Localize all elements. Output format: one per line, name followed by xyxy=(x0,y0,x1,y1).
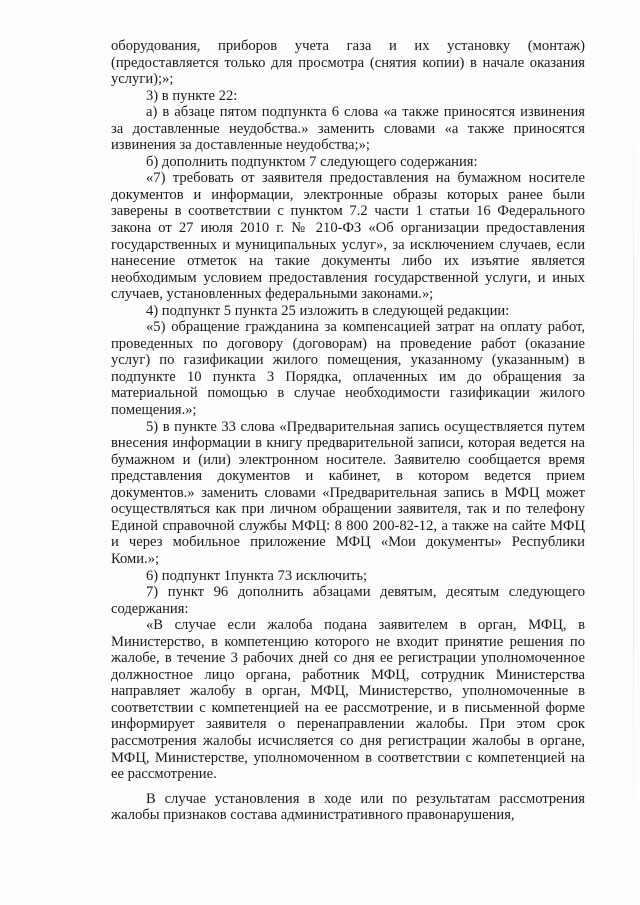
scan-edge-shadow xyxy=(633,0,634,905)
document-body xyxy=(111,38,585,824)
paragraph-item-3a: а) в абзаце пятом подпункта 6 слова «а также приносятся извинения за доставленные неудобства.» заменить словами «а также приносятся извинения за доставленные неудобства;»; xyxy=(111,104,585,154)
paragraph-item-7: 7) пункт 96 дополнить абзацами девятым, десятым следующего содержания: xyxy=(111,584,585,617)
paragraph-complaint-redirect: «В случае если жалоба подана заявителем в орган, МФЦ, в Министерство, в компетенцию которого не входит принятие решения по жалобе, в течение 3 рабочих дней со дня ее регистрации уполномоченное должностное лицо органа, работник МФЦ, сотрудник Министерства направляет жалобу в орган, МФЦ, Министерство, уполномоченные в соответствии с компетенцией на ее рассмотрение, и в письменной форме информирует заявителя о перенаправлении жалобы. При этом срок рассмотрения жалобы исчисляется со дня регистрации жалобы в органе, МФЦ, Министерстве, уполномоченном в соответствии с компетенцией на ее рассмотрение. xyxy=(111,617,585,783)
paragraph-subpoint-5: «5) обращение гражданина за компенсацией затрат на оплату работ, проведенных по договору (договорам) на проведение работ (оказание услуг) по газификации жилого помещения, указанному (указанным) в подпункте 10 пункта 3 Порядка, оплаченных им до обращения за материальной помощью в случае необходимости газификации жилого помещения.»; xyxy=(111,319,585,419)
paragraph-item-3: 3) в пункте 22: xyxy=(146,87,238,104)
paragraph-item-4: 4) подпункт 5 пункта 25 изложить в следующей редакции: xyxy=(146,302,510,319)
paragraph-item-5: 5) в пункте 33 слова «Предварительная запись осуществляется путем внесения информации в книгу предварительной записи, которая ведется на бумажном и (или) электронном носителе. Заявителю сообщается время представления документов и кабинет, в котором ведется прием документов.» заменить словами «Предварительная запись в МФЦ может осуществляться как при личном обращении заявителя, так и по телефону Единой справочной службы МФЦ: 8 800 200-82-12, а также на сайте МФЦ и через мобильное приложение МФЦ «Мои документы» Республики Коми.»; xyxy=(111,418,585,567)
paragraph-equipment-end: оборудования, приборов учета газа и их установку (монтаж) (предоставляется только для просмотра (снятия копии) в начале оказания услуги);»; xyxy=(111,38,585,88)
paragraph-subpoint-7: «7) требовать от заявителя предоставления на бумажном носителе документов и информации, электронные образы которых ранее были заверены в соответствии с пунктом 7.2 части 1 статьи 16 Федерального закона от 27 июля 2010 г. № 210-ФЗ «Об организации предоставления государственных и муниципальных услуг», за исключением случаев, если нанесение отметок на такие документы либо их изъятие является необходимым условием предоставления государственной услуги, и иных случаев, установленных федеральными законами.»; xyxy=(111,170,585,303)
paragraph-item-3b: б) дополнить подпунктом 7 следующего содержания: xyxy=(146,153,478,170)
paragraph-complaint-violation: В случае установления в ходе или по результатам рассмотрения жалобы признаков состава административного правонарушения, xyxy=(111,790,585,824)
paragraph-item-6: 6) подпункт 1пункта 73 исключить; xyxy=(146,567,368,584)
